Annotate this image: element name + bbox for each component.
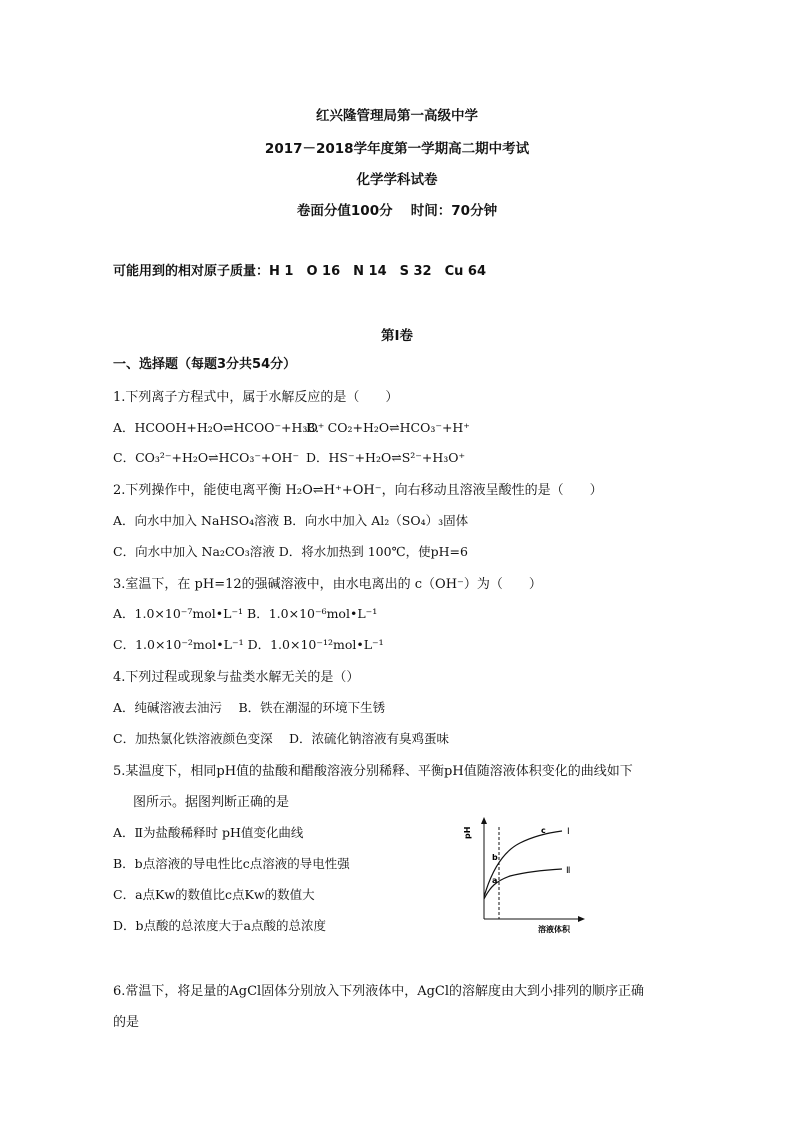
score-time: 卷面分值100分 时间：70分钟: [296, 203, 498, 219]
volume-title: 第Ⅰ卷: [380, 328, 414, 344]
q4-options-ab: A．纯碱溶液去油污 B．铁在潮湿的环境下生锈: [113, 700, 386, 715]
q3-options-ab: A．1.0×10⁻⁷mol•L⁻¹ B．1.0×10⁻⁶mol•L⁻¹: [113, 606, 378, 621]
subject-title: 化学学科试卷: [356, 172, 438, 188]
point-a-label: a: [492, 876, 498, 885]
exam-title: 2017－2018学年度第一学期高二期中考试: [264, 141, 530, 157]
q1-option-d: D．HS⁻+H₂O⇌S²⁻+H₃O⁺: [306, 450, 466, 465]
q2-options-cd: C．向水中加入 Na₂CO₃溶液 D．将水加热到 100℃，使pH=6: [113, 544, 468, 559]
section-title: 一、选择题（每题3分共54分）: [113, 357, 297, 372]
point-c-label: c: [541, 826, 546, 835]
q1-option-c: C．CO₃²⁻+H₂O⇌HCO₃⁻+OH⁻: [113, 450, 300, 465]
q5-option-b: B．b点溶液的导电性比c点溶液的导电性强: [113, 856, 350, 871]
x-axis-label: 溶液体积: [538, 925, 570, 934]
curve-1: [484, 831, 562, 897]
q5-stem-line2: 图所示。据图判断正确的是: [133, 795, 290, 810]
q1-option-a: A．HCOOH+H₂O⇌HCOO⁻+H₃O⁺: [113, 420, 325, 435]
q5-option-d: D．b点酸的总浓度大于a点酸的总浓度: [113, 918, 326, 933]
q1-option-b: B．CO₂+H₂O⇌HCO₃⁻+H⁺: [306, 420, 470, 435]
q2-stem: 2.下列操作中，能使电离平衡 H₂O⇌H⁺+OH⁻，向右移动且溶液呈酸性的是（ ）: [113, 483, 603, 498]
y-axis-arrow: [481, 817, 487, 824]
q3-stem: 3.室温下，在 pH=12的强碱溶液中，由水电离出的 c（OH⁻）为（ ）: [113, 577, 542, 592]
q4-stem: 4.下列过程或现象与盐类水解无关的是（）: [113, 670, 360, 685]
point-b-label: b: [492, 853, 498, 862]
q5-stem-line1: 5.某温度下，相同pH值的盐酸和醋酸溶液分别稀释、平衡pH值随溶液体积变化的曲线如下: [113, 764, 633, 779]
q4-options-cd: C．加热氯化铁溶液颜色变深 D．浓硫化钠溶液有臭鸡蛋味: [113, 731, 450, 746]
school-name: 红兴隆管理局第一高级中学: [316, 108, 478, 124]
q6-stem-line2: 的是: [113, 1015, 140, 1030]
q1-stem: 1.下列离子方程式中，属于水解反应的是（ ）: [113, 390, 399, 405]
ph-dilution-figure: [458, 815, 588, 935]
atomic-masses: 可能用到的相对原子质量：H 1 O 16 N 14 S 32 Cu 64: [113, 264, 487, 279]
curve-1-label: Ⅰ: [567, 827, 570, 837]
curve-2-label: Ⅱ: [566, 866, 571, 876]
x-axis-arrow: [578, 916, 585, 922]
q3-options-cd: C．1.0×10⁻²mol•L⁻¹ D．1.0×10⁻¹²mol•L⁻¹: [113, 637, 384, 652]
q6-stem-line1: 6.常温下，将足量的AgCl固体分别放入下列液体中，AgCl的溶解度由大到小排列的顺序正确: [113, 984, 645, 999]
q5-option-a: A．Ⅱ为盐酸稀释时 pH值变化曲线: [113, 825, 304, 840]
q5-option-c: C．a点Kw的数值比c点Kw的数值大: [113, 887, 315, 902]
y-axis-label: pH: [463, 826, 472, 839]
q2-options-ab: A．向水中加入 NaHSO₄溶液 B．向水中加入 Al₂（SO₄）₃固体: [113, 513, 469, 528]
